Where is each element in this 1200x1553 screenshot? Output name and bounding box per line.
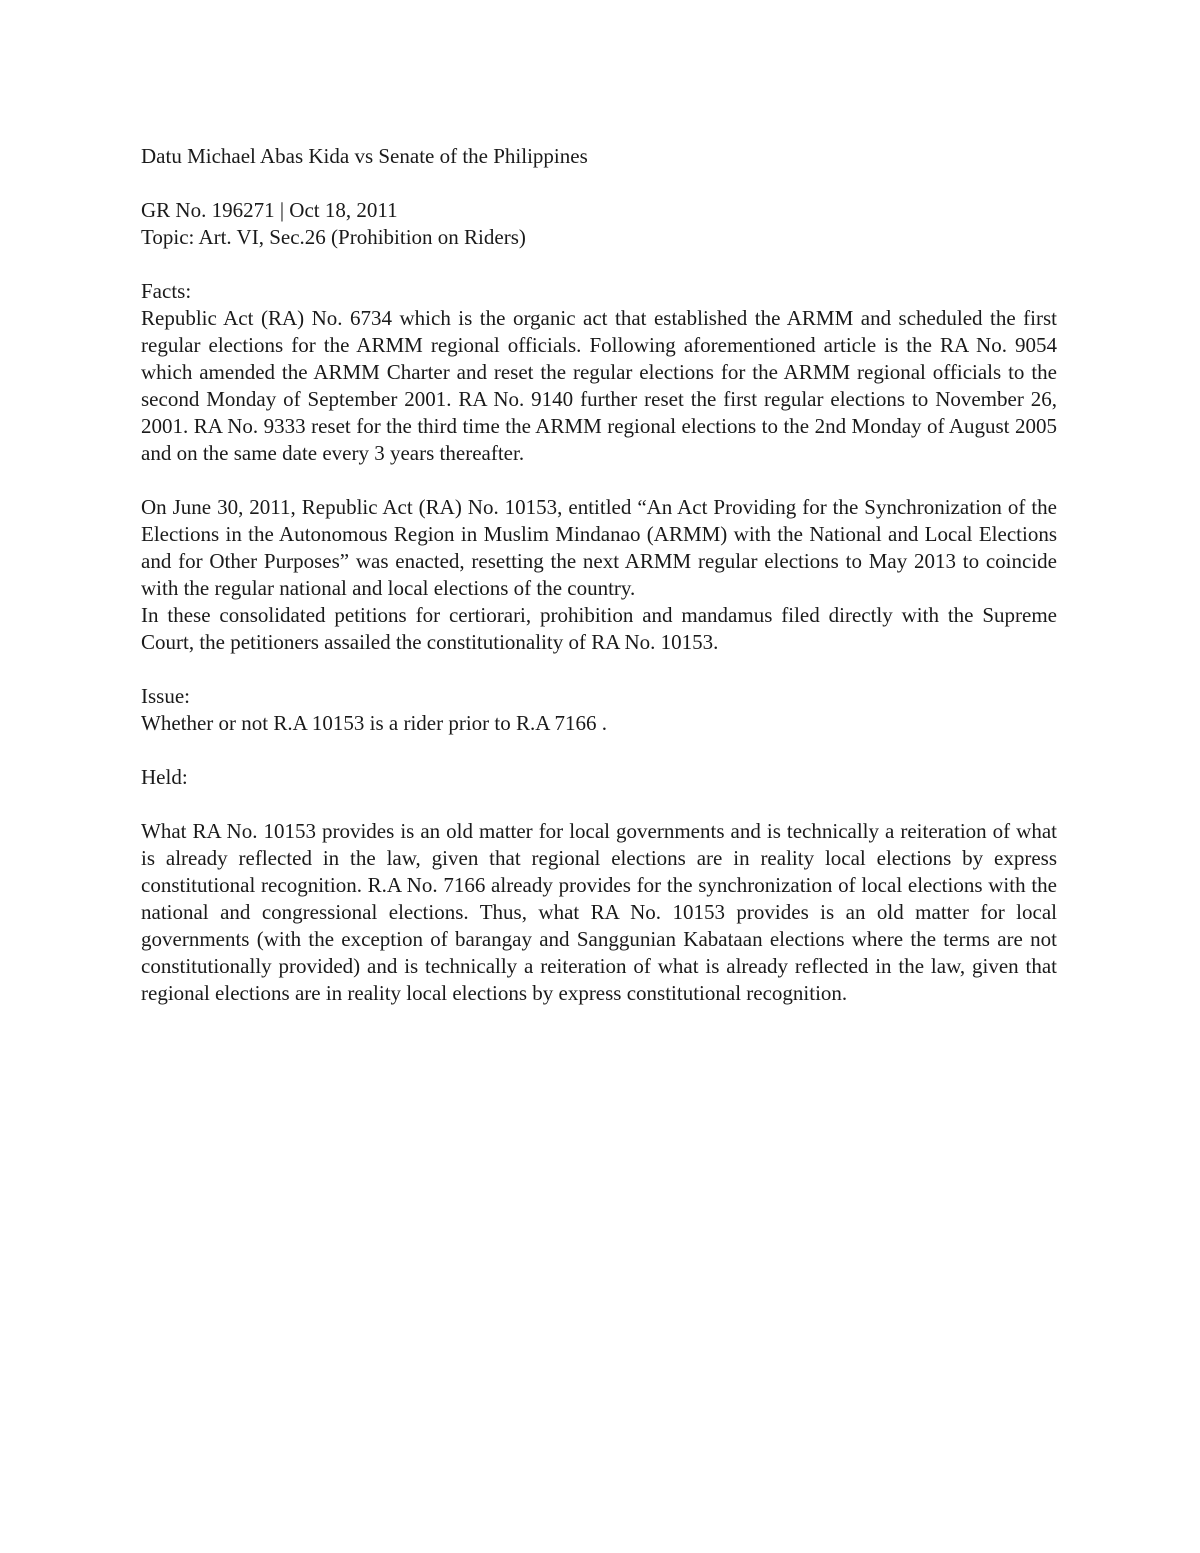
spacer [141,656,1057,683]
issue-heading: Issue: [141,684,190,708]
held-paragraph: What RA No. 10153 provides is an old matter for local governments and is technically a reiteration of what is already reflected in the law, given that regional elections are in reality local elections by express constitutional recognition. R.A No. 7166 already provides for the synchronization of local elections with the national and congressional elections. Thus, what RA No. 10153 provides is an old matter for local governments (with the exception of barangay and Sanggunian Kabataan elections where the terms are not constitutionally provided) and is technically a reiteration of what is already reflected in the law, given that regional elections are in reality local elections by express constitutional recognition. [141,819,1057,1005]
issue-text: Whether or not R.A 10153 is a rider prior to R.A 7166 . [141,711,608,735]
case-topic: Topic: Art. VI, Sec.26 (Prohibition on Riders) [141,225,526,249]
spacer [141,467,1057,494]
spacer [141,170,1057,197]
document-body [141,143,1057,1007]
facts-heading: Facts: [141,279,192,303]
held-heading: Held: [141,765,188,789]
case-number: GR No. 196271 | Oct 18, 2011 [141,198,398,222]
facts-paragraph-3: In these consolidated petitions for certiorari, prohibition and mandamus filed directly with the Supreme Court, the petitioners assailed the constitutionality of RA No. 10153. [141,603,1057,654]
facts-paragraph-2: On June 30, 2011, Republic Act (RA) No. 10153, entitled “An Act Providing for the Synchronization of the Elections in the Autonomous Region in Muslim Mindanao (ARMM) with the National and Local Elections and for Other Purposes” was enacted, resetting the next ARMM regular elections to May 2013 to coincide with the regular national and local elections of the country. [141,495,1057,600]
spacer [141,737,1057,764]
spacer [141,251,1057,278]
spacer [141,791,1057,818]
document-title: Datu Michael Abas Kida vs Senate of the Philippines [141,144,588,168]
facts-paragraph-1: Republic Act (RA) No. 6734 which is the organic act that established the ARMM and scheduled the first regular elections for the ARMM regional officials. Following aforementioned article is the RA No. 9054 which amended the ARMM Charter and reset the regular elections for the ARMM regional officials to the second Monday of September 2001. RA No. 9140 further reset the first regular elections to November 26, 2001. RA No. 9333 reset for the third time the ARMM regional elections to the 2nd Monday of August 2005 and on the same date every 3 years thereafter. [141,306,1057,465]
